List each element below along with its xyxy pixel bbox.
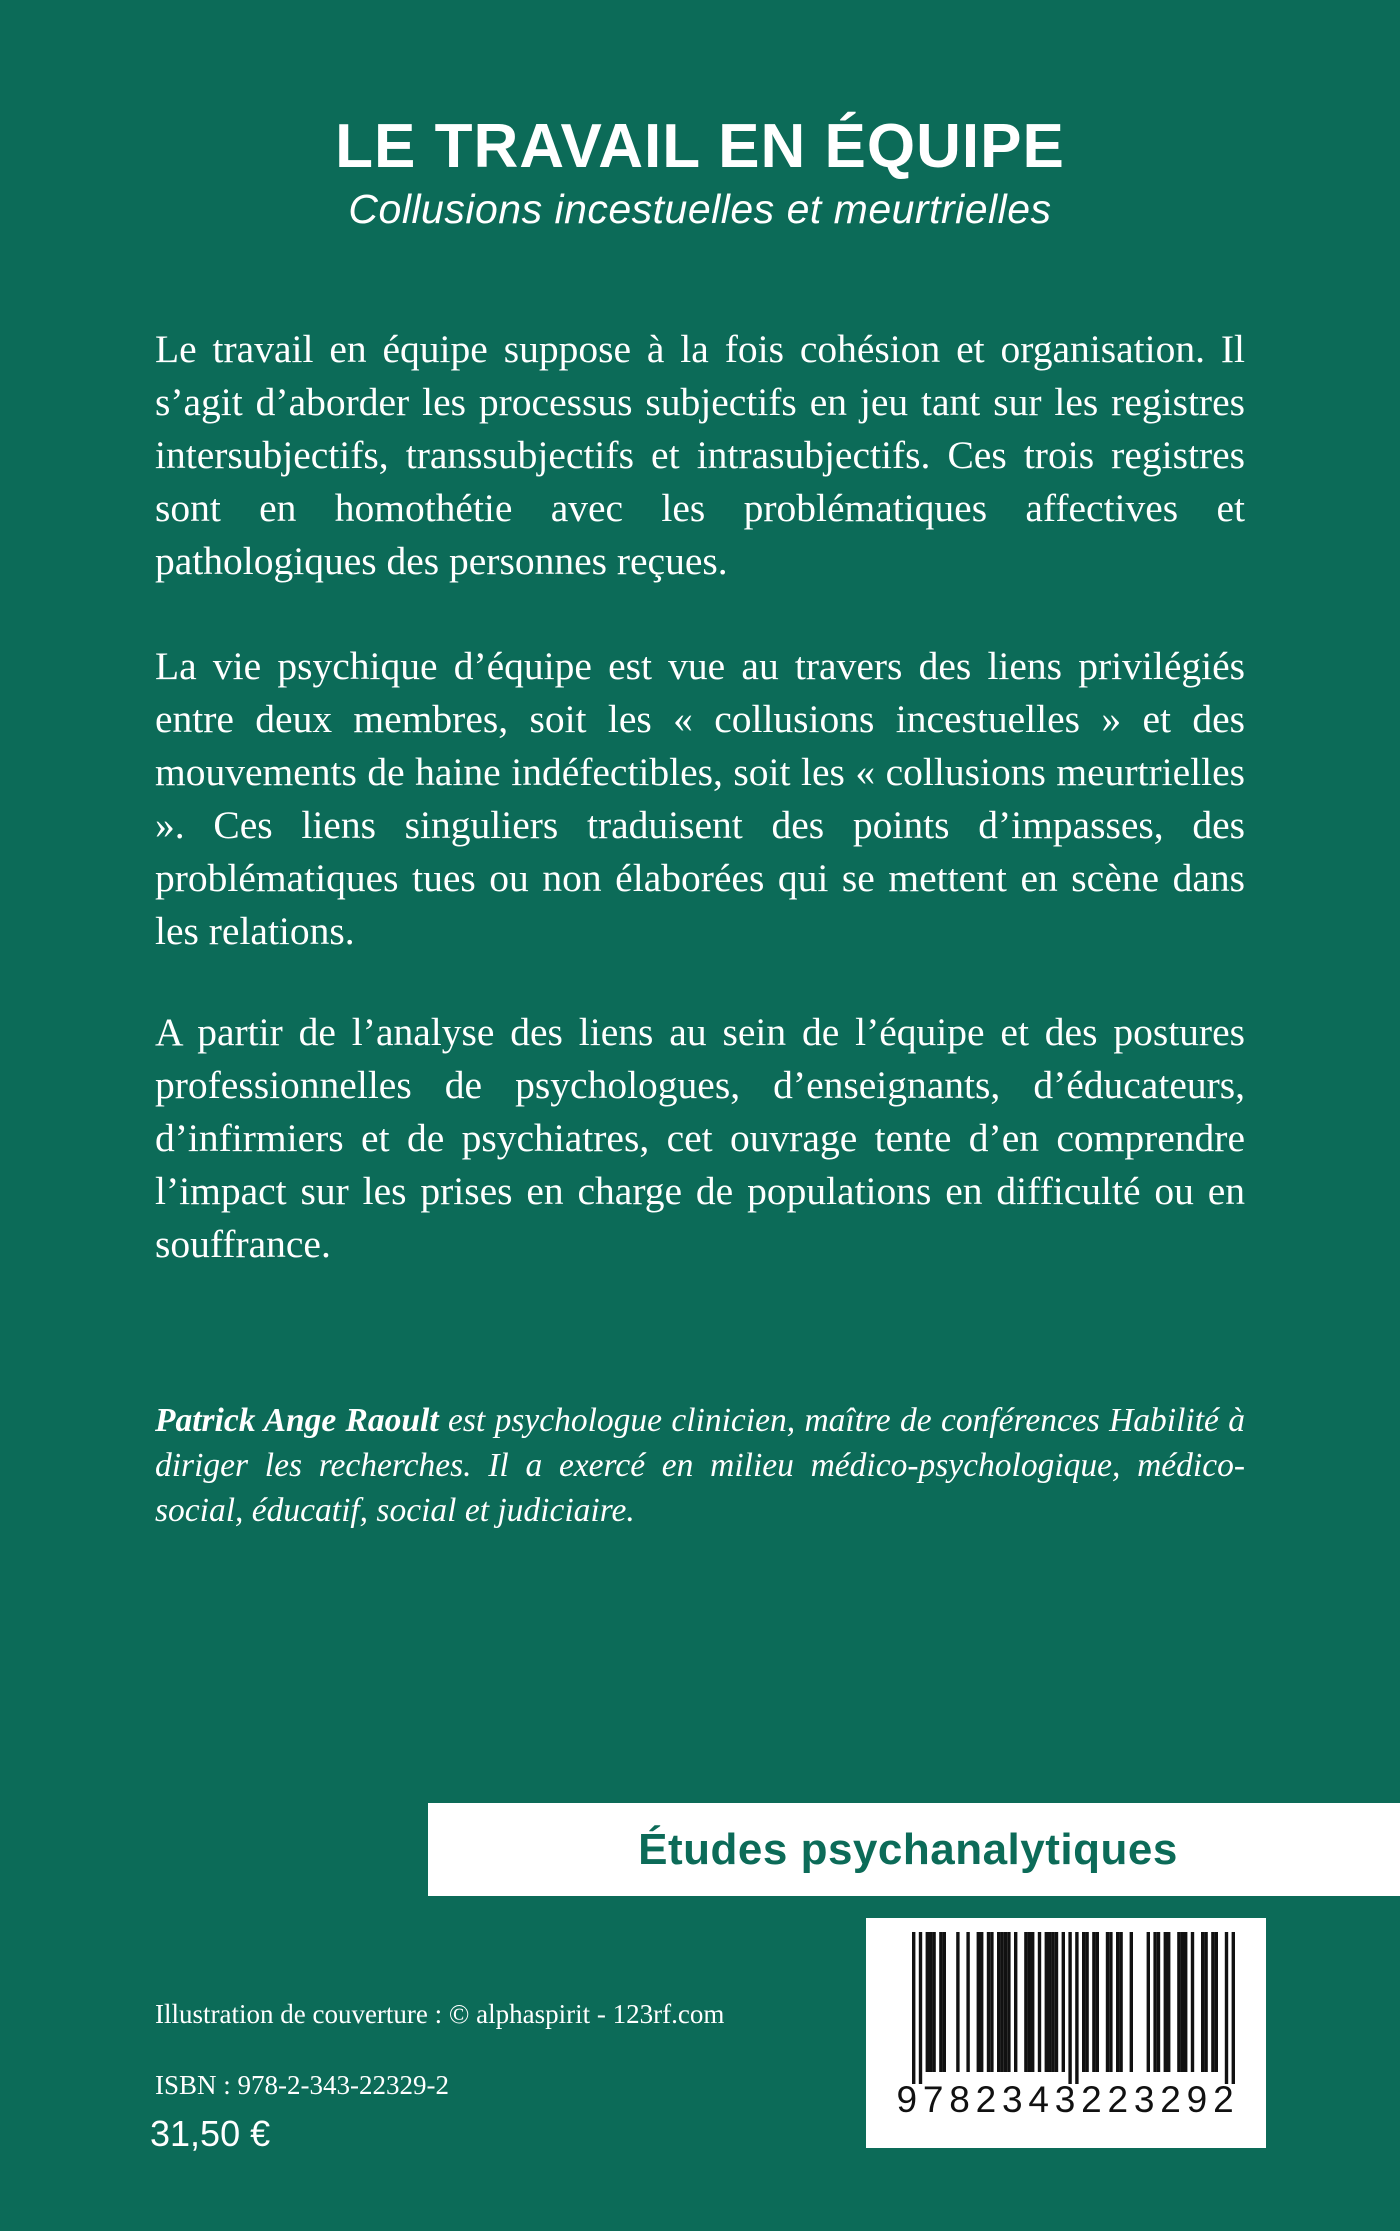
price: 31,50 € <box>150 2113 271 2154</box>
barcode-bar <box>1068 1932 1071 2084</box>
barcode-bar <box>956 1932 959 2072</box>
cover-illustration-credit: Illustration de couverture : © alphaspirit - 123rf.com <box>155 1999 725 2029</box>
barcode-bar <box>1225 1932 1228 2084</box>
barcode-bar <box>1075 1932 1078 2084</box>
book-title: LE TRAVAIL EN ÉQUIPE <box>335 112 1065 181</box>
barcode-bar <box>926 1932 929 2072</box>
barcode-bar <box>1045 1932 1048 2072</box>
barcode-bar <box>1004 1932 1007 2072</box>
barcode-bar <box>1130 1932 1133 2072</box>
barcode-bar <box>977 1932 980 2072</box>
barcode-bar <box>1031 1932 1034 2072</box>
barcode-bar <box>990 1932 993 2072</box>
isbn: ISBN : 978-2-343-22329-2 <box>155 2070 449 2100</box>
barcode-bar <box>1116 1932 1119 2072</box>
author-name: Patrick Ange Raoult <box>155 1402 439 1439</box>
barcode-bar <box>966 1932 969 2072</box>
barcode-bar <box>1167 1932 1170 2072</box>
collection-name: Études psychanalytiques <box>638 1825 1178 1874</box>
barcode-bar <box>1181 1932 1184 2072</box>
barcode-bar <box>929 1932 932 2072</box>
barcode-bar <box>1028 1932 1031 2072</box>
barcode-bar <box>943 1932 946 2072</box>
barcode-bar <box>1177 1932 1180 2072</box>
summary-paragraph-1: Le travail en équipe suppose à la fois cohésion et organisation. Il s’agit d’aborder les processus subjectifs en jeu tant sur les registres intersubjectifs, transsubjectifs et intrasubjectifs. Ces trois registres sont en homothétie avec les problématiques affectives et pathologiques des personnes reçues. <box>155 327 1245 583</box>
barcode-bar <box>1092 1932 1095 2072</box>
barcode-bar <box>997 1932 1000 2072</box>
barcode-bar <box>939 1932 942 2072</box>
barcode-bar <box>1119 1932 1122 2072</box>
book-subtitle: Collusions incestuelles et meurtrielles <box>348 186 1052 232</box>
collection-band <box>428 1803 1400 1896</box>
barcode-bar <box>1232 1932 1235 2084</box>
barcode-bar <box>1153 1932 1156 2072</box>
barcode-bar <box>1109 1932 1112 2072</box>
barcode-bar <box>1085 1932 1088 2072</box>
barcode-bar <box>1211 1932 1214 2072</box>
barcode <box>866 1918 1266 2148</box>
barcode-bar <box>1164 1932 1167 2072</box>
author-bio-text: est psychologue clinicien, maître de conférences Habilité à diriger les recherches. Il a exercé en milieu médico-psychologique, médico-social, éducatif, social et judiciaire. <box>155 1402 1245 1529</box>
barcode-bar <box>1215 1932 1218 2072</box>
barcode-bar <box>1000 1932 1003 2072</box>
summary-paragraph-3: A partir de l’analyse des liens au sein de l’équipe et des postures professionnelles de psychologues, d’enseignants, d’éducateurs, d’infirmiers et de psychiatres, cet ouvrage tente d’en comprendre l’impact sur les prises en charge de populations en difficulté ou en souffrance. <box>155 1010 1245 1266</box>
barcode-bar <box>987 1932 990 2072</box>
barcode-bar <box>932 1932 935 2072</box>
barcode-bar <box>1184 1932 1187 2072</box>
barcode-bar <box>1048 1932 1051 2072</box>
barcode-bar <box>1007 1932 1010 2072</box>
barcode-bar <box>1038 1932 1041 2072</box>
barcode-bar <box>912 1932 915 2084</box>
barcode-bar <box>1055 1932 1058 2072</box>
barcode-bar <box>1014 1932 1017 2072</box>
barcode-bar <box>1191 1932 1194 2072</box>
barcode-bar <box>1201 1932 1204 2072</box>
author-bio <box>155 1398 1245 1533</box>
barcode-bar <box>1051 1932 1054 2072</box>
barcode-bar <box>919 1932 922 2084</box>
barcode-bar <box>1096 1932 1099 2072</box>
barcode-bar <box>1147 1932 1150 2072</box>
barcode-number: 9782343223292 <box>896 2079 1240 2120</box>
barcode-bar <box>1062 1932 1065 2072</box>
barcode-bar <box>1082 1932 1085 2072</box>
barcode-bar <box>1157 1932 1160 2072</box>
barcode-bar <box>1106 1932 1109 2072</box>
barcode-bar <box>1204 1932 1207 2072</box>
barcode-bar <box>1024 1932 1027 2072</box>
barcode-bar <box>980 1932 983 2072</box>
summary-paragraph-2: La vie psychique d’équipe est vue au travers des liens privilégiés entre deux membres, soit les « collusions incestuelles » et des mouvements de haine indéfectibles, soit les « collusions meurtrielles ». Ces liens singuliers traduisent des points d’impasses, des problématiques tues ou non élaborées qui se mettent en scène dans les relations. <box>155 644 1245 953</box>
